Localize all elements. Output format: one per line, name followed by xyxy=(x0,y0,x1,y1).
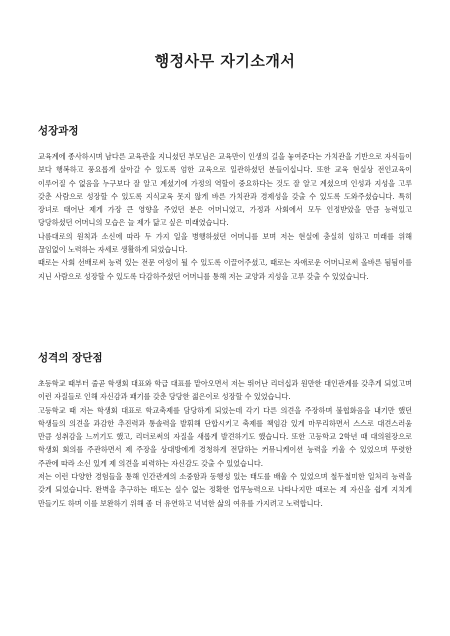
paragraph: 저는 이런 다양한 경험들을 통해 인간관계의 소중함과 동행성 있는 태도를 배울 수 있었으며 철두철미한 일처리 능력을 갖게 되었습니다. 완벽을 추구하는 태도는 실수 없는 정확한 업무능력으로 나타나지만 때로는 제 자신을 쉽게 지치게 만들기도 하며 이를 보완하기 위해 좀 더 유연하고 넉넉한 삶의 여유를 가지려고 노력합니다. xyxy=(38,472,412,508)
paragraph: 초등학교 때부터 줄곧 학생회 대표와 학급 대표를 맡아오면서 저는 뛰어난 리더십과 원만한 대인관계를 갖추게 되었고며 이런 자질들로 인해 자신감과 패기를 갖춘 당당한 젊은이로 성장할 수 있었습니다. xyxy=(38,379,412,402)
section-heading-personality: 성격의 장단점 xyxy=(38,352,103,364)
paragraph: 때로는 사회 선배로써 능력 있는 전문 여성이 될 수 있도록 이끌어주셨고, 때로는 자애로운 어머니로써 올바른 됨됨이를 지닌 사람으로 성장할 수 있도록 다감하주셨던 어머니를 통해 저는 교양과 지성을 고루 갖출 수 있었습니다. xyxy=(38,258,412,281)
paragraph: 교육계에 종사하시며 남다른 교육관을 지니셨던 부모님은 교육만이 인생의 길을 놓여준다는 가치관을 기반으로 자식들이 보다 행복하고 풍요롭게 살아갈 수 있도록 엄한 교육으로 일관하셨던 분들이십니다. 또한 교육 현실상 전인교육이 이루어질 수 없음을 누구보다 잘 알고 계셨기에 가정의 역할이 중요하다는 것도 잘 알고 계셨으며 인성과 지성을 고루 갖춘 사람으로 성장할 수 있도록 지식교육 못지 않게 바른 가치관과 경제성을 갖출 수 있도록 도와주셨습니다. 특히 장녀로 태어난 제게 가장 큰 영향을 주었던 분은 어머니였고, 가정과 사회에서 모두 인정받았을 만큼 능력있고 당당하셨던 어머니의 모습은 늘 제가 닮고 싶은 미래였습니다. xyxy=(38,152,412,228)
section-heading-growth: 성장과정 xyxy=(38,125,79,137)
document-title: 행정사무 자기소개서 xyxy=(154,52,296,70)
paragraph: 나름대로의 원칙과 소신에 따라 두 가지 일을 병행하셨던 어머니를 보며 저는 현실에 충실히 임하고 미래를 위해 끊임없이 노력하는 자세로 생활하게 되었습니다. xyxy=(38,231,412,255)
section-body-growth xyxy=(38,150,412,283)
section-body-personality xyxy=(38,377,412,510)
paragraph: 고등학교 때 저는 학생회 대표로 학교축제를 담당하게 되었는데 각기 다른 의견을 주장하며 불협화음을 내기만 했던 학생들의 의견을 과감한 추진력과 통솔력을 발휘해 단합시키고 축제를 책임감 있게 마무리하면서 스스로 대견스러움 만큼 성취감을 느끼기도 했고, 리더로써의 자질을 새롭게 발견하기도 했습니다. 또한 고등학교 2학년 때 대의원장으로 학생회 회의를 주관하면서 제 주장을 상대방에게 경청하게 전달하는 커뮤니케이션 능력을 키울 수 있었으며 뚜렷한 주관에 따라 소신 있게 제 의견을 피력하는 자신감도 갖출 수 있었습니다. xyxy=(38,405,412,468)
